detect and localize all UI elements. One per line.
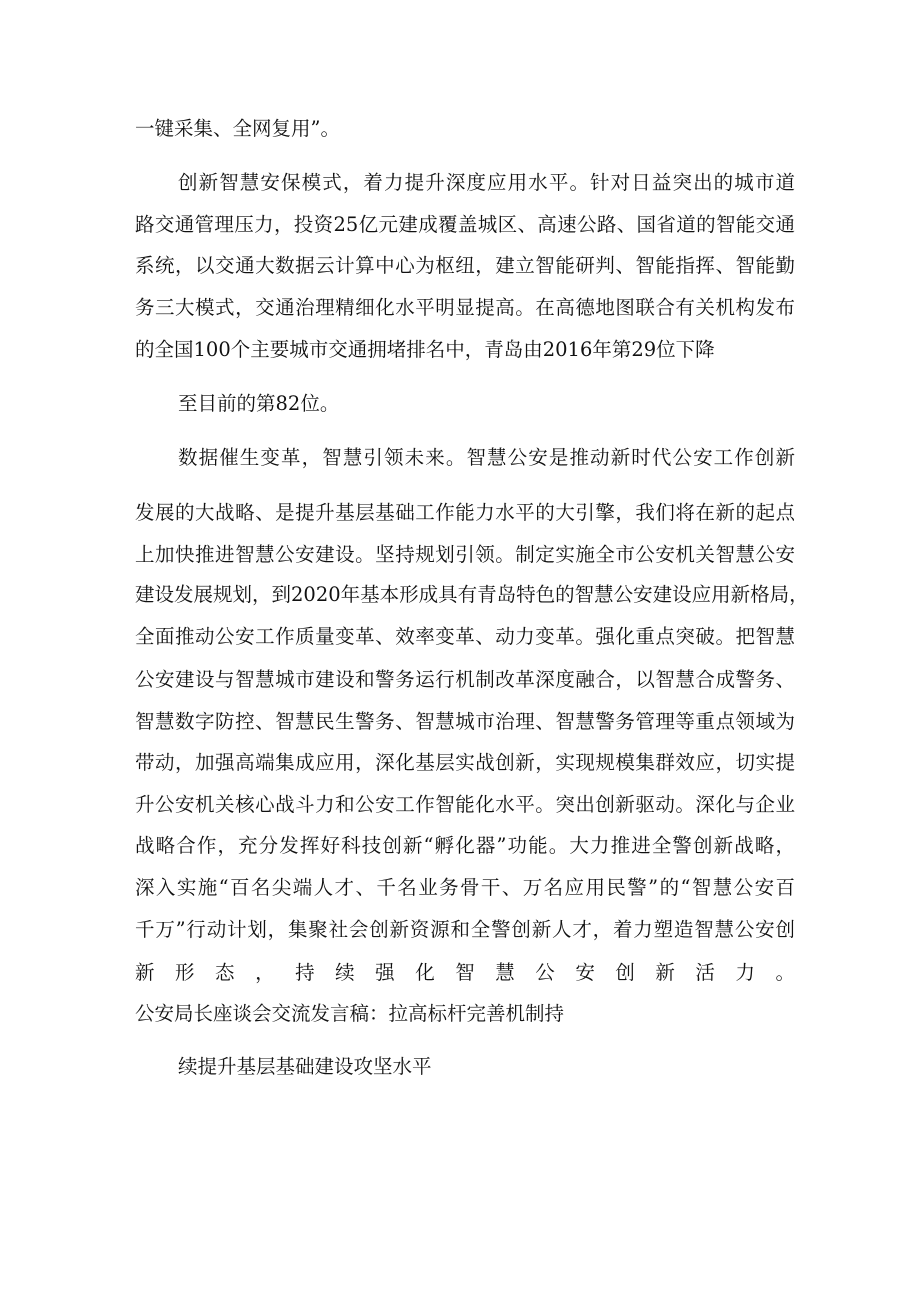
- text-line: 战略合作，充分发挥好科技创新“孵化器”功能。大力推进全警创新战略，: [135, 834, 795, 857]
- paragraph-first-line: 至目前的第82位。: [178, 392, 340, 415]
- text-line: 全面推动公安工作质量变革、效率变革、动力变革。强化重点突破。把智慧: [135, 625, 795, 648]
- text-line: 智慧数字防控、智慧民生警务、智慧城市治理、智慧警务管理等重点领域为: [135, 710, 795, 733]
- section-heading-line: 续提升基层基础建设攻坚水平: [178, 1055, 432, 1078]
- text-line: 带动，加强高端集成应用，深化基层实战创新，实现规模集群效应，切实提: [135, 751, 795, 774]
- text-line: 建设发展规划，到2020年基本形成具有青岛特色的智慧公安建设应用新格局，: [135, 583, 809, 606]
- text-line: 的全国100个主要城市交通拥堵排名中，青岛由2016年第29位下降: [135, 338, 715, 361]
- paragraph-first-line: 创新智慧安保模式，着力提升深度应用水平。针对日益突出的城市道: [178, 171, 795, 194]
- text-line: 千万”行动计划，集聚社会创新资源和全警创新人才，着力塑造智慧公安创: [135, 918, 795, 941]
- text-line: 公安局长座谈会交流发言稿：拉高标杆完善机制持: [135, 1002, 565, 1025]
- text-line: 一键采集、全网复用”。: [135, 117, 340, 140]
- text-line: 升公安机关核心战斗力和公安工作智能化水平。突出创新驱动。深化与企业: [135, 793, 795, 816]
- text-line: 发展的大战略、是提升基层基础工作能力水平的大引擎，我们将在新的起点: [135, 501, 795, 524]
- text-line: 深入实施“百名尖端人才、千名业务骨干、万名应用民警”的“智慧公安百: [135, 876, 795, 899]
- text-line: 务三大模式，交通治理精细化水平明显提高。在高德地图联合有关机构发布: [135, 296, 795, 319]
- text-line: 上加快推进智慧公安建设。坚持规划引领。制定实施全市公安机关智慧公安: [135, 543, 795, 566]
- text-line: 公安建设与智慧城市建设和警务运行机制改革深度融合，以智慧合成警务、: [135, 668, 795, 691]
- text-line: 路交通管理压力，投资25亿元建成覆盖城区、高速公路、国省道的智能交通: [135, 213, 795, 236]
- paragraph-first-line: 数据催生变革，智慧引领未来。智慧公安是推动新时代公安工作创新: [178, 446, 795, 469]
- text-line: 新形态，持续强化智慧公安创新活力。: [135, 961, 795, 984]
- text-line: 系统，以交通大数据云计算中心为枢纽，建立智能研判、智能指挥、智能勤: [135, 254, 795, 277]
